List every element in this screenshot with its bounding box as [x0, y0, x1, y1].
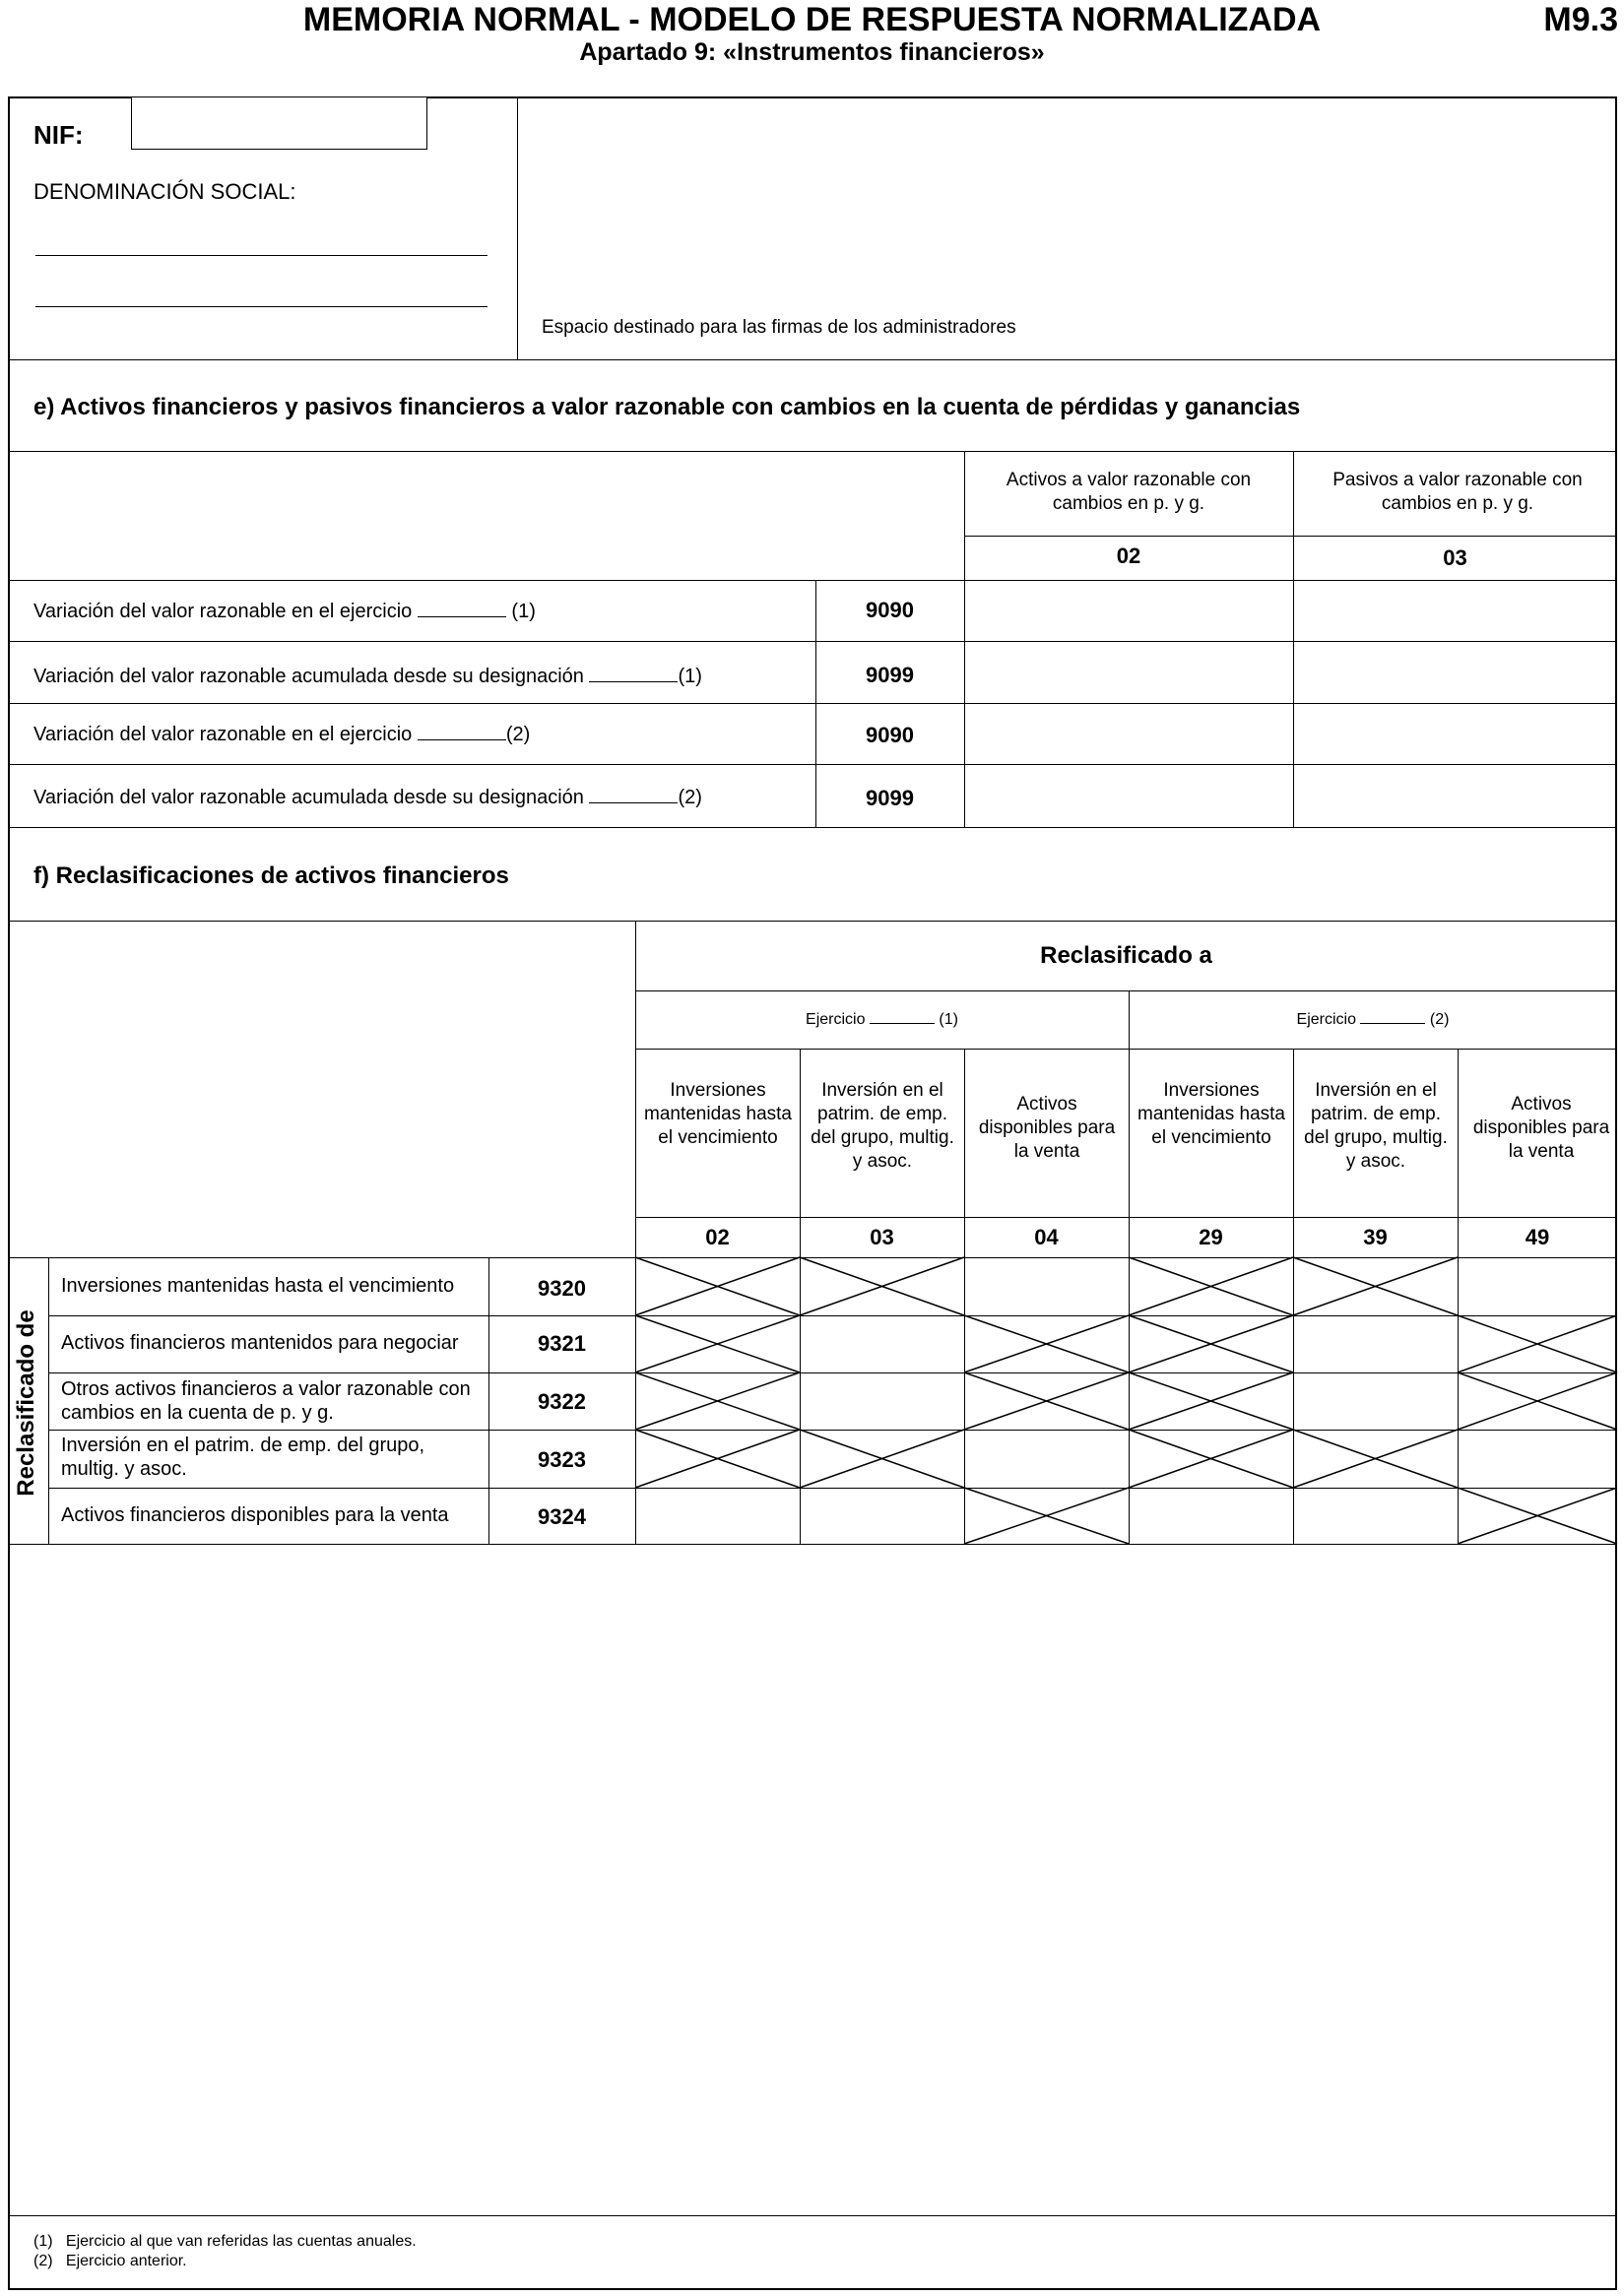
e-row-code: 9090 — [866, 598, 914, 622]
divider — [8, 2215, 1617, 2216]
form-title: MEMORIA NORMAL - MODELO DE RESPUESTA NORMALIZADA — [302, 1, 1322, 38]
e-col-header-pasivos: Pasivos a valor razonable con cambios en p. y g. — [1332, 470, 1583, 514]
e-row-code: 9090 — [866, 723, 914, 747]
grid-line — [1293, 451, 1294, 827]
grid-line — [8, 764, 1617, 765]
e-row-input[interactable] — [1295, 582, 1616, 640]
e-row-label: Variación del valor razonable en el ejercicio (1) — [33, 601, 536, 622]
reclasificado-a-header: Reclasificado a — [1040, 942, 1212, 969]
f-col-header: Activos disponibles para la venta — [1472, 1094, 1610, 1162]
grid-line — [635, 990, 1617, 991]
e-row-input[interactable] — [966, 643, 1292, 702]
grid-line — [8, 1544, 1617, 1545]
f-row-code: 9321 — [538, 1331, 586, 1356]
grid-line — [48, 1372, 1617, 1373]
grid-line — [635, 1049, 1617, 1050]
f-col-header: Inversiones mantenidas hasta el vencimiento — [644, 1080, 792, 1148]
period-label-1: Ejercicio (1) — [806, 1011, 958, 1028]
grid-line — [8, 641, 1617, 642]
f-col-header: Activos disponibles para la venta — [978, 1094, 1116, 1162]
f-col-code: 39 — [1363, 1225, 1388, 1249]
grid-line — [8, 1257, 1617, 1258]
grid-line — [48, 1488, 1617, 1489]
divider — [8, 921, 1617, 922]
grid-line — [8, 827, 1617, 828]
f-col-header: Inversión en el patrim. de emp. del grupo, multig. y asoc. — [811, 1080, 954, 1172]
f-col-code: 49 — [1525, 1225, 1550, 1249]
f-col-code: 02 — [705, 1225, 730, 1249]
e-col-code-03: 03 — [1443, 545, 1467, 570]
denominacion-line-1[interactable] — [35, 255, 487, 256]
e-row-input[interactable] — [966, 766, 1292, 826]
f-row-code: 9322 — [538, 1389, 586, 1414]
grid-line — [964, 451, 965, 827]
e-row-label: Variación del valor razonable acumulada desde su designación (1) — [33, 666, 702, 687]
grid-line — [8, 703, 1617, 704]
firmas-label: Espacio destinado para las firmas de los administradores — [542, 317, 1016, 338]
form-code: M9.3 — [1543, 1, 1618, 38]
e-row-code: 9099 — [866, 786, 914, 810]
section-e-title: e) Activos financieros y pasivos financieros a valor razonable con cambios en la cuenta de pérdidas y ganancias — [33, 394, 1301, 420]
e-col-header-activos: Activos a valor razonable con cambios en p. y g. — [1006, 470, 1252, 514]
form-frame — [8, 96, 1617, 2290]
footnote: (2) Ejercicio anterior. — [33, 2253, 187, 2269]
e-col-code-02: 02 — [1116, 543, 1141, 568]
grid-line — [964, 536, 1617, 537]
period-label-2: Ejercicio (2) — [1296, 1011, 1450, 1028]
f-col-code: 04 — [1034, 1225, 1059, 1249]
f-row-label: Activos financieros disponibles para la venta — [61, 1504, 449, 1526]
f-row-label: Otros activos financieros a valor razonable con cambios en la cuenta de p. y g. — [61, 1378, 471, 1424]
f-row-label: Activos financieros mantenidos para negociar — [61, 1332, 459, 1354]
grid-line — [1458, 1049, 1459, 1544]
grid-line — [8, 580, 1617, 581]
grid-line — [1293, 1049, 1294, 1544]
section-f-title: f) Reclasificaciones de activos financieros — [33, 862, 509, 889]
grid-line — [635, 1217, 1617, 1218]
grid-line — [800, 1049, 801, 1544]
grid-line — [48, 1257, 49, 1544]
f-row-label: Inversión en el patrim. de emp. del grupo, multig. y asoc. — [61, 1435, 425, 1480]
e-row-input[interactable] — [1295, 643, 1616, 702]
e-row-label: Variación del valor razonable acumulada desde su designación (2) — [33, 787, 702, 808]
f-row-code: 9324 — [538, 1504, 586, 1529]
e-row-label: Variación del valor razonable en el ejercicio (2) — [33, 724, 531, 745]
f-col-code: 03 — [870, 1225, 894, 1249]
e-row-input[interactable] — [1295, 705, 1616, 763]
form-subtitle: Apartado 9: «Instrumentos financieros» — [579, 38, 1045, 66]
f-col-header: Inversión en el patrim. de emp. del grupo, multig. y asoc. — [1304, 1080, 1448, 1172]
e-row-input[interactable] — [966, 582, 1292, 640]
f-row-code: 9320 — [538, 1276, 586, 1301]
nif-input-box[interactable] — [131, 96, 427, 150]
grid-line — [48, 1430, 1617, 1431]
denominacion-line-2[interactable] — [35, 306, 487, 307]
signature-divider — [517, 96, 518, 359]
grid-line — [964, 1049, 965, 1544]
f-col-header: Inversiones mantenidas hasta el vencimiento — [1137, 1080, 1285, 1148]
f-col-code: 29 — [1199, 1225, 1223, 1249]
denominacion-label: DENOMINACIÓN SOCIAL: — [33, 179, 296, 204]
grid-line — [1129, 990, 1130, 1544]
e-row-input[interactable] — [1295, 766, 1616, 826]
e-row-code: 9099 — [866, 663, 914, 687]
f-row-label: Inversiones mantenidas hasta el vencimiento — [61, 1275, 455, 1297]
e-row-input[interactable] — [966, 705, 1292, 763]
divider — [8, 451, 1617, 452]
divider — [8, 359, 1617, 360]
nif-label: NIF: — [33, 120, 84, 150]
footnote: (1) Ejercicio al que van referidas las cuentas anuales. — [33, 2233, 417, 2250]
f-row-code: 9323 — [538, 1447, 586, 1472]
reclasificado-de-label: Reclasificado de — [13, 1309, 39, 1497]
grid-line — [48, 1315, 1617, 1316]
